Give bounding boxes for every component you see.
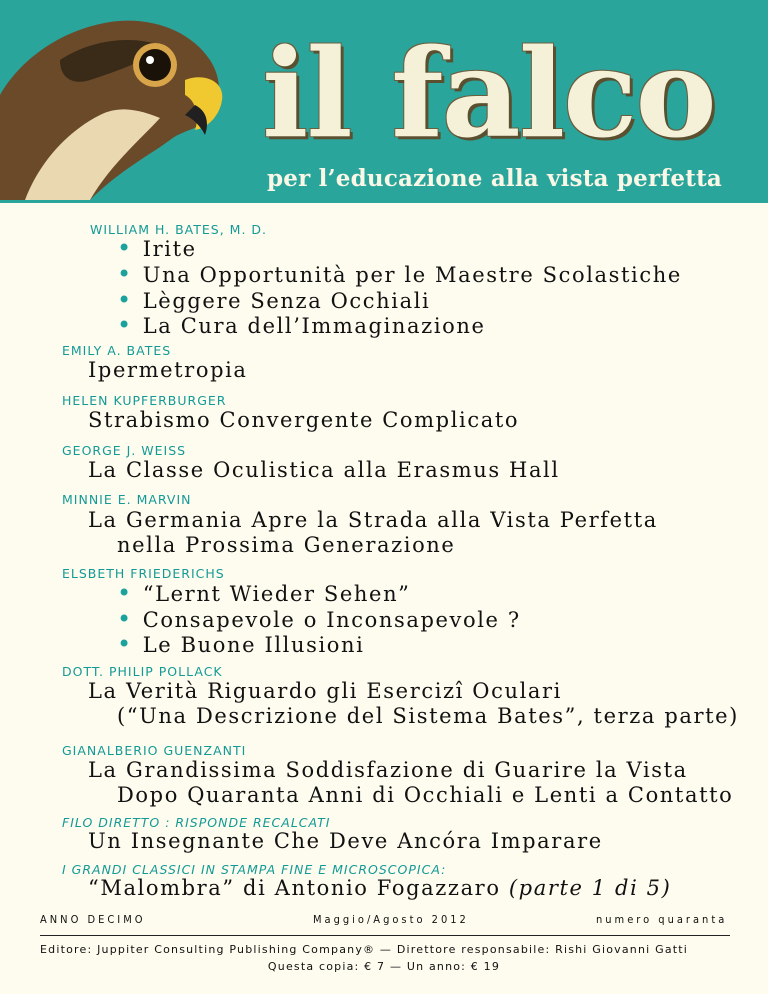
author-kupferburger: HELEN KUPFERBURGER bbox=[62, 393, 227, 408]
list-item: • Una Opportunità per le Maestre Scolastiche bbox=[117, 260, 682, 288]
price-line: Questa copia: € 7 — Un anno: € 19 bbox=[267, 960, 501, 973]
article-title-line2: (“Una Descrizione del Sistema Bates”, terza parte) bbox=[117, 704, 739, 728]
article-title-line2: nella Prossima Generazione bbox=[117, 533, 456, 557]
issue-year: ANNO DECIMO bbox=[40, 913, 146, 926]
footer-divider bbox=[40, 935, 730, 936]
issue-date: Maggio/Agosto 2012 bbox=[313, 913, 469, 926]
article-title bbox=[88, 876, 671, 900]
list-item: • Irite bbox=[117, 234, 197, 262]
article-title-suffix: (parte 1 di 5) bbox=[508, 876, 672, 900]
article-title: La Germania Apre la Strada alla Vista Perfetta bbox=[88, 508, 658, 532]
publisher-line: Editore: Juppiter Consulting Publishing Company® — Direttore responsabile: Rishi Giovanni Gatti bbox=[40, 943, 689, 956]
author-friederichs: ELSBETH FRIEDERICHS bbox=[62, 566, 225, 581]
article-title: La Verità Riguardo gli Esercizî Oculari bbox=[88, 679, 562, 703]
article-title-main: “Malombra” di Antonio Fogazzaro bbox=[88, 876, 501, 900]
article-title: Strabismo Convergente Complicato bbox=[88, 408, 520, 432]
article-title-line2: Dopo Quaranta Anni di Occhiali e Lenti a Contatto bbox=[117, 783, 734, 807]
list-item: • Consapevole o Inconsapevole ? bbox=[117, 605, 521, 633]
cover-header bbox=[0, 0, 768, 203]
author-weiss: GEORGE J. WEISS bbox=[62, 443, 187, 458]
magazine-tagline: per l’educazione alla vista perfetta bbox=[267, 165, 723, 192]
list-item: • La Cura dell’Immaginazione bbox=[117, 311, 486, 339]
author-pollack: DOTT. PHILIP POLLACK bbox=[62, 664, 223, 679]
article-title: La Classe Oculistica alla Erasmus Hall bbox=[88, 458, 560, 482]
author-emily-bates: EMILY A. BATES bbox=[62, 343, 172, 358]
author-guenzanti: GIANALBERIO GUENZANTI bbox=[62, 743, 247, 758]
author-filo-diretto: FILO DIRETTO : RISPONDE RECALCATI bbox=[62, 815, 331, 830]
article-title: Ipermetropia bbox=[88, 358, 248, 382]
issue-number: numero quaranta bbox=[596, 913, 728, 926]
author-bates: WILLIAM H. BATES, M. D. bbox=[90, 222, 267, 237]
author-grandi-classici: I GRANDI CLASSICI IN STAMPA FINE E MICROSCOPICA: bbox=[62, 862, 447, 877]
article-title: La Grandissima Soddisfazione di Guarire la Vista bbox=[88, 758, 688, 782]
magazine-logo: il falco bbox=[262, 21, 715, 165]
article-title: Un Insegnante Che Deve Ancóra Imparare bbox=[88, 829, 603, 853]
falcon-head-icon bbox=[0, 0, 260, 200]
list-item: • Le Buone Illusioni bbox=[117, 630, 364, 658]
list-item: • “Lernt Wieder Sehen” bbox=[117, 579, 411, 607]
author-marvin: MINNIE E. MARVIN bbox=[62, 492, 192, 507]
list-item: • Lèggere Senza Occhiali bbox=[117, 286, 430, 314]
